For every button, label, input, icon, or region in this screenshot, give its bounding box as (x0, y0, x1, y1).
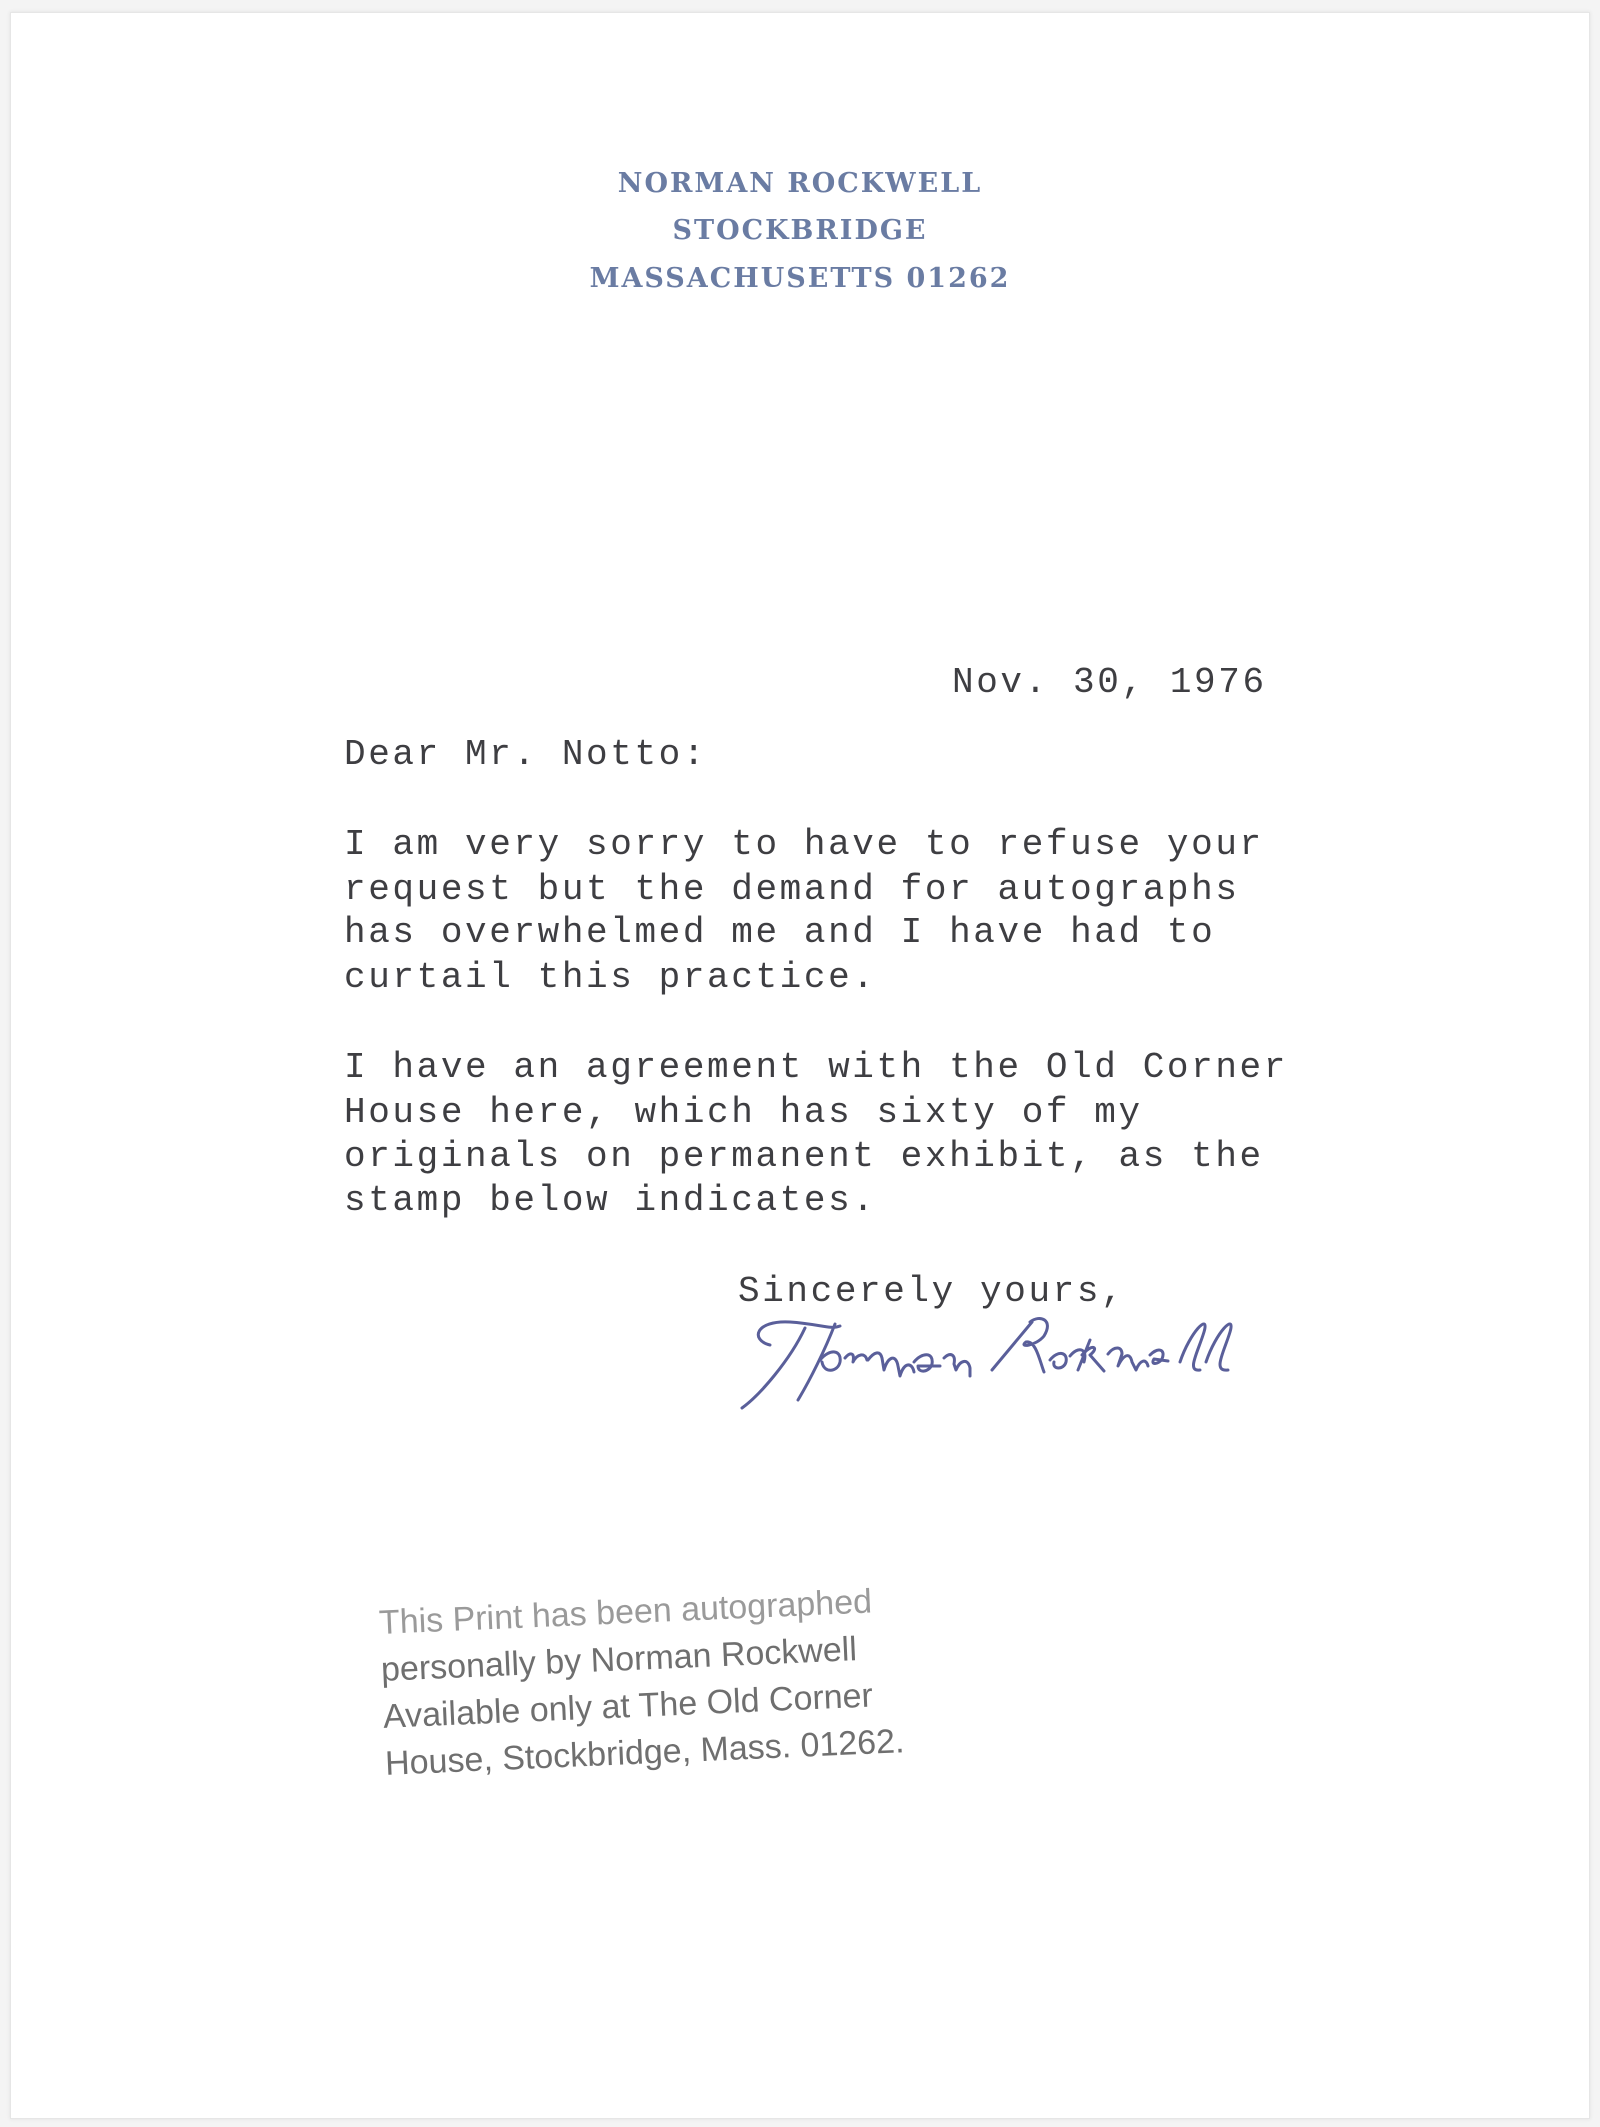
paragraph1-line: request but the demand for autographs (344, 869, 1240, 910)
paragraph2-line: originals on permanent exhibit, as the (344, 1136, 1264, 1177)
signature (730, 1300, 1450, 1420)
letter-date: Nov. 30, 1976 (952, 662, 1267, 703)
paragraph1-line: has overwhelmed me and I have had to (344, 912, 1216, 953)
letterhead-town: STOCKBRIDGE (672, 215, 928, 246)
stamp-line: This Print has been autographed (378, 1582, 873, 1642)
paragraph1-line: curtail this practice. (344, 957, 877, 998)
paragraph1-line: I am very sorry to have to refuse your (344, 824, 1264, 865)
stamp-line: Available only at The Old Corner (382, 1676, 874, 1736)
letterhead-state: MASSACHUSETTS 01262 (589, 263, 1011, 294)
paragraph2-line: I have an agreement with the Old Corner (344, 1047, 1288, 1088)
paragraph2-line: stamp below indicates. (344, 1180, 877, 1221)
paragraph2-line: House here, which has sixty of my (344, 1092, 1143, 1133)
stamp-line: House, Stockbridge, Mass. 01262. (384, 1722, 906, 1783)
autograph-stamp (378, 1577, 905, 1787)
salutation: Dear Mr. Notto: (344, 734, 708, 775)
stamp-line: personally by Norman Rockwell (380, 1630, 858, 1689)
closing: Sincerely yours, (738, 1271, 1126, 1312)
letterhead-name: NORMAN ROCKWELL (617, 168, 983, 199)
